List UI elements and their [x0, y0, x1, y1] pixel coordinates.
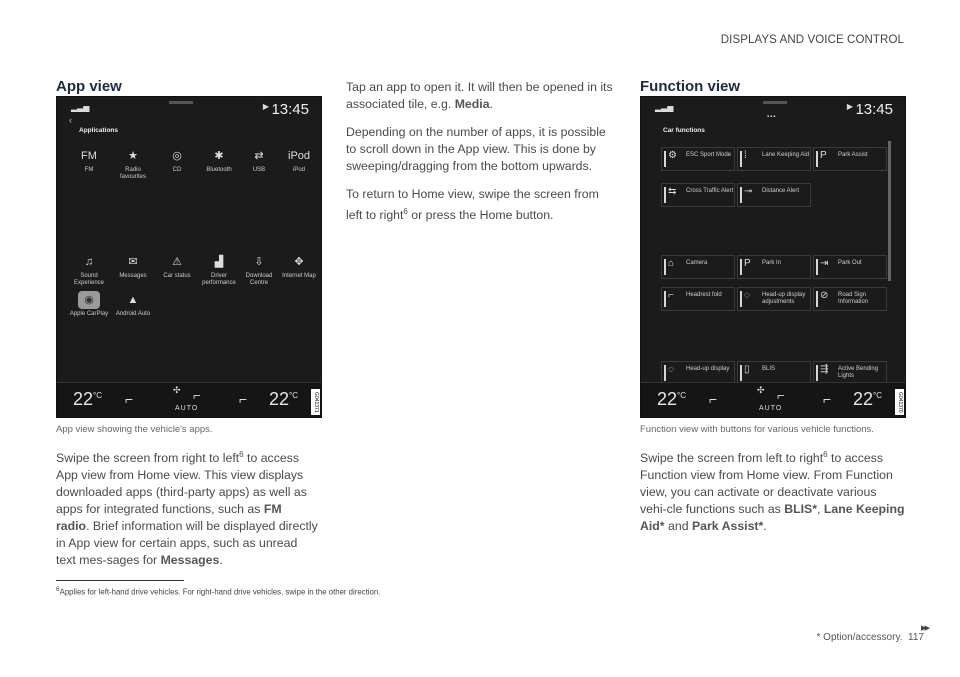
- function-icon: ⇆: [668, 186, 677, 197]
- function-label: Head-up display adjustments: [762, 292, 806, 305]
- temp-left[interactable]: $22^{^\circ C}$: [657, 389, 687, 409]
- status-indicator: [664, 291, 666, 307]
- function-button[interactable]: [813, 255, 887, 279]
- footnote: $^6$Applies for left-hand drive vehicles. For right-hand drive vehicles, swipe in the other direction.: [56, 586, 381, 597]
- app-label: Messages: [119, 273, 147, 279]
- function-icon: ⊘: [820, 290, 829, 301]
- status-indicator: [664, 187, 666, 203]
- app-icon: ⇄: [254, 150, 264, 162]
- clock: 13:45: [271, 101, 309, 118]
- status-indicator: [664, 151, 666, 167]
- app-icon: ★: [128, 150, 138, 162]
- play-icon: ▶: [846, 102, 853, 111]
- app-view-caption: App view showing the vehicle's apps.: [56, 424, 213, 435]
- climate-bar: [57, 382, 321, 417]
- function-button[interactable]: [737, 147, 811, 171]
- status-indicator: [816, 365, 818, 381]
- app-view-text: Swipe the screen from right to left$^6$ to access App view from Home view. This view displays downloaded apps (third-party apps) as well as apps for integrated functions, such as FM radio. Brief information will be displayed directly in App view for certain apps, such as unread text mes-sages for Messages.: [56, 450, 318, 568]
- function-view-heading: Function view: [640, 78, 741, 95]
- function-icon: ⇶: [820, 364, 829, 375]
- signal-icon: ▂▃▅: [71, 103, 90, 112]
- status-indicator: [740, 187, 742, 203]
- clock: 13:45: [855, 101, 893, 118]
- middle-text: Tap an app to open it. It will then be opened in its associated tile, e.g. Media. Depending on the number of apps, it is possible to scroll down in the App view. This is done by sweeping/dragging from the bottom upwards. To return to Home view, swipe the screen from left to right$^6$ or press the Home button.: [346, 80, 613, 223]
- function-icon: P: [820, 150, 827, 161]
- function-button[interactable]: [737, 255, 811, 279]
- app-icon: ▲: [127, 294, 139, 306]
- app-icon: ◉: [78, 291, 100, 309]
- back-icon[interactable]: ‹: [69, 115, 72, 125]
- page-dots: ▪▪▪: [767, 114, 777, 120]
- function-button[interactable]: [813, 147, 887, 171]
- temp-left[interactable]: $22^{^\circ C}$: [73, 389, 103, 409]
- app-icon: ▟: [214, 256, 224, 268]
- seat-heat-right-icon[interactable]: ⌐: [823, 391, 832, 407]
- function-label: Active Bending Lights: [838, 366, 879, 379]
- function-view-caption: Function view with buttons for various vehicle functions.: [640, 424, 874, 435]
- temp-right[interactable]: $22^{^\circ C}$: [853, 389, 883, 409]
- app-label: FM: [84, 167, 94, 173]
- function-label: Head-up display: [686, 366, 730, 372]
- image-code: G041371: [311, 389, 320, 415]
- app-tile[interactable]: [157, 249, 197, 295]
- function-icon: ⌂: [668, 258, 675, 269]
- drag-handle[interactable]: [169, 101, 193, 104]
- app-label: USB: [252, 167, 266, 173]
- function-icon: ⌐: [668, 290, 674, 301]
- auto-label[interactable]: AUTO: [759, 405, 783, 412]
- app-tile[interactable]: [69, 287, 109, 333]
- function-button[interactable]: [661, 183, 735, 207]
- app-label: Driver performance: [202, 273, 236, 286]
- app-icon: ◎: [172, 150, 182, 162]
- function-button[interactable]: [737, 183, 811, 207]
- app-icon: ♫: [84, 256, 94, 268]
- function-button[interactable]: [661, 147, 735, 171]
- app-tile[interactable]: [279, 143, 319, 189]
- seat-heat-left-icon[interactable]: ⌐: [125, 391, 134, 407]
- app-tile[interactable]: [157, 143, 197, 189]
- app-tile[interactable]: [279, 249, 319, 295]
- app-label: Radio favourites: [119, 167, 146, 180]
- signal-icon: ▂▃▅: [655, 103, 674, 112]
- auto-label[interactable]: AUTO: [175, 405, 199, 412]
- app-label: Internet Map: [282, 273, 316, 279]
- app-icon: ✱: [214, 150, 224, 162]
- app-label: Sound Experience: [73, 273, 105, 286]
- function-label: Distance Alert: [762, 188, 800, 194]
- fan-icon[interactable]: ✣: [173, 385, 181, 395]
- seat-icon[interactable]: ⌐: [777, 388, 785, 403]
- climate-bar: [641, 382, 905, 417]
- seat-icon[interactable]: ⌐: [193, 388, 201, 403]
- fan-icon[interactable]: ✣: [757, 385, 765, 395]
- app-icon: ✉: [128, 256, 138, 268]
- function-view-text: Swipe the screen from left to right$^6$ to access Function view from Home view. From Function view, you can activate or deactivate various vehi-cle functions such as BLIS*, Lane Keeping Aid* and Park Assist*.: [640, 450, 905, 534]
- drag-handle[interactable]: [763, 101, 787, 104]
- section-header: DISPLAYS AND VOICE CONTROL: [720, 34, 904, 46]
- function-label: Park In: [762, 260, 782, 266]
- status-indicator: [740, 291, 742, 307]
- status-indicator: [816, 151, 818, 167]
- app-label: CD: [172, 167, 182, 173]
- app-label: iPod: [292, 167, 305, 173]
- app-label: Car status: [163, 273, 191, 279]
- status-indicator: [740, 151, 742, 167]
- app-view-screenshot: [56, 96, 322, 418]
- function-icon: ◌: [744, 290, 750, 301]
- function-button[interactable]: [661, 287, 735, 311]
- function-label: Park Out: [838, 260, 862, 266]
- app-icon: FM: [81, 150, 97, 162]
- car-functions-title: Car functions: [663, 127, 705, 134]
- app-tile[interactable]: [239, 143, 279, 189]
- function-icon: ⚙: [668, 150, 677, 161]
- function-button[interactable]: [737, 287, 811, 311]
- status-indicator: [816, 291, 818, 307]
- function-view-screenshot: [640, 96, 906, 418]
- function-label: ESC Sport Mode: [686, 152, 732, 158]
- function-label: Park Assist: [838, 152, 868, 158]
- status-indicator: [816, 259, 818, 275]
- function-icon: ⊸: [744, 186, 753, 197]
- image-code: G041370: [895, 389, 904, 415]
- function-icon: ▯: [744, 364, 750, 375]
- app-tile[interactable]: [69, 143, 109, 189]
- play-icon: ▶: [262, 102, 269, 111]
- app-label: Apple CarPlay: [69, 311, 109, 317]
- function-label: Camera: [686, 260, 708, 266]
- scrollbar[interactable]: [888, 141, 891, 281]
- function-label: Headrest fold: [686, 292, 722, 298]
- app-icon: ⇩: [254, 256, 264, 268]
- app-label: Android Auto: [115, 311, 151, 317]
- temp-right[interactable]: $22^{^\circ C}$: [269, 389, 299, 409]
- app-tile[interactable]: [113, 143, 153, 189]
- function-label: BLIS: [762, 366, 776, 372]
- status-indicator: [664, 259, 666, 275]
- status-bar: [57, 97, 321, 119]
- function-label: Cross Traffic Alert: [686, 188, 734, 194]
- next-page-chevron-icon: ▸▸: [920, 622, 928, 634]
- app-label: Bluetooth: [206, 167, 232, 173]
- app-tile[interactable]: [239, 249, 279, 295]
- function-label: Road Sign Information: [838, 292, 869, 305]
- app-icon: iPod: [288, 150, 311, 162]
- seat-heat-left-icon[interactable]: ⌐: [709, 391, 718, 407]
- function-icon: ◌: [668, 364, 674, 375]
- page-footer: * Option/accessory. 117: [816, 632, 924, 643]
- app-tile[interactable]: [113, 287, 153, 333]
- app-icon: ✥: [294, 256, 304, 268]
- seat-heat-right-icon[interactable]: ⌐: [239, 391, 248, 407]
- status-indicator: [664, 365, 666, 381]
- status-indicator: [740, 259, 742, 275]
- function-button[interactable]: [813, 287, 887, 311]
- function-button[interactable]: [661, 255, 735, 279]
- footnote-rule: [56, 580, 184, 581]
- function-label: Lane Keeping Aid: [762, 152, 810, 158]
- status-indicator: [740, 365, 742, 381]
- app-tile[interactable]: [199, 143, 239, 189]
- function-icon: ⇥: [820, 258, 829, 269]
- applications-title: Applications: [79, 127, 119, 134]
- app-icon: ⚠: [172, 256, 182, 268]
- app-label: Download Centre: [245, 273, 273, 286]
- app-tile[interactable]: [199, 249, 239, 295]
- function-icon: ⁞: [744, 150, 747, 161]
- app-view-heading: App view: [56, 78, 122, 95]
- function-icon: P: [744, 258, 751, 269]
